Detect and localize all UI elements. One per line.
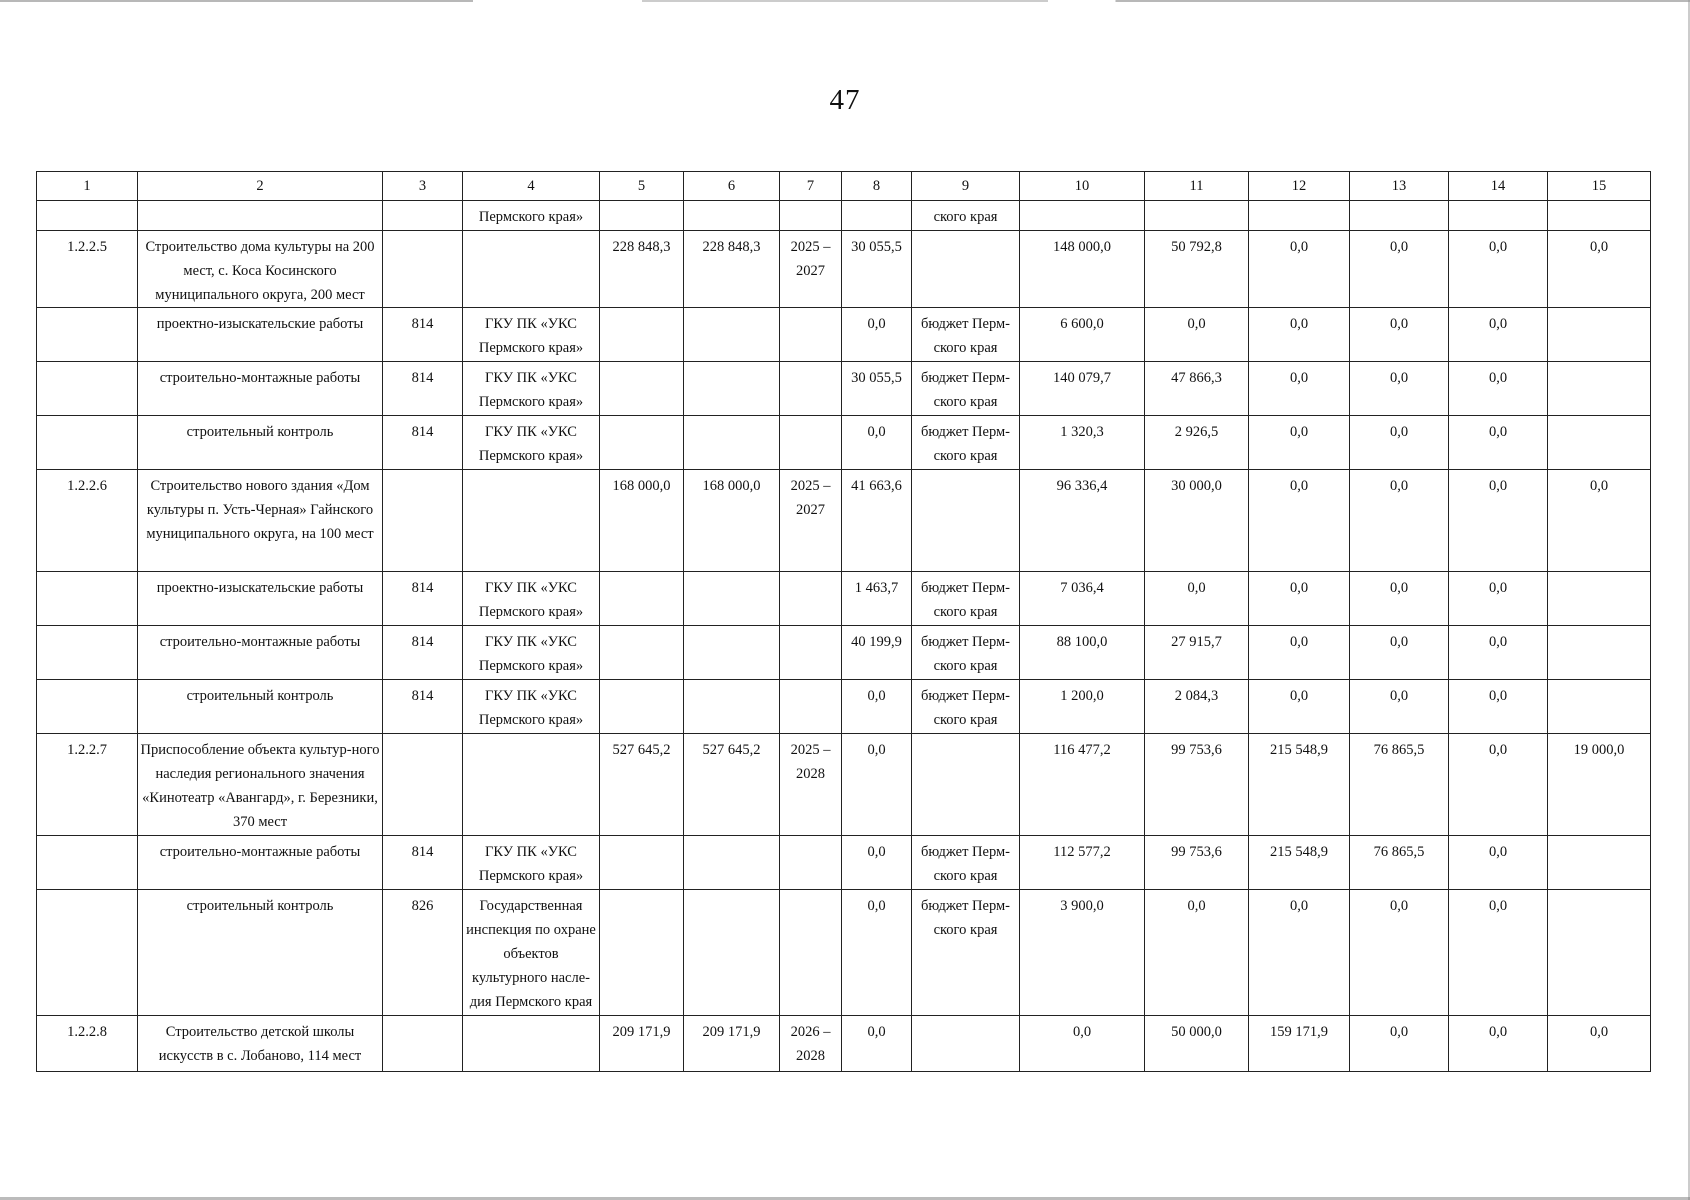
table-cell-col-8: 41 663,6 <box>842 470 912 572</box>
table-cell-col-5: 527 645,2 <box>600 734 684 836</box>
table-cell-col-6 <box>684 680 780 734</box>
table-cell-col-10: 96 336,4 <box>1020 470 1145 572</box>
table-cell-col-6 <box>684 362 780 416</box>
table-cell-col-6 <box>684 416 780 470</box>
table-cell-col-15: 0,0 <box>1548 1016 1651 1072</box>
table-cell-col-6: 228 848,3 <box>684 231 780 308</box>
column-number-10: 10 <box>1020 172 1145 201</box>
table-cell-col-2: строительно-монтажные работы <box>138 362 383 416</box>
table-cell-col-12: 0,0 <box>1249 308 1350 362</box>
table-cell-col-13 <box>1350 201 1449 231</box>
table-cell-col-14 <box>1449 201 1548 231</box>
table-cell-col-1 <box>37 572 138 626</box>
table-cell-col-2: Приспособление объекта культур-ного наследия регионального значения «Кинотеатр «Авангард», г. Березники, 370 мест <box>138 734 383 836</box>
table-cell-col-1: 1.2.2.5 <box>37 231 138 308</box>
table-cell-col-12: 159 171,9 <box>1249 1016 1350 1072</box>
column-number-3: 3 <box>383 172 463 201</box>
table-cell-col-7: 2025 – 2028 <box>780 734 842 836</box>
table-body <box>37 172 1651 1072</box>
table-cell-col-11: 0,0 <box>1145 890 1249 1016</box>
table-cell-col-1 <box>37 362 138 416</box>
table-cell-col-11: 0,0 <box>1145 308 1249 362</box>
table-cell-col-6 <box>684 572 780 626</box>
table-cell-col-15 <box>1548 201 1651 231</box>
table-cell-col-11: 2 926,5 <box>1145 416 1249 470</box>
table-cell-col-3: 814 <box>383 362 463 416</box>
table-cell-col-11: 99 753,6 <box>1145 734 1249 836</box>
table-cell-col-5 <box>600 572 684 626</box>
table-cell-col-13: 0,0 <box>1350 626 1449 680</box>
table-cell-col-1 <box>37 626 138 680</box>
table-cell-col-15: 0,0 <box>1548 470 1651 572</box>
table-cell-col-9: бюджет Перм-ского края <box>912 308 1020 362</box>
table-cell-col-9: бюджет Перм-ского края <box>912 362 1020 416</box>
table-cell-col-1 <box>37 201 138 231</box>
table-cell-col-15 <box>1548 836 1651 890</box>
table-cell-col-6: 527 645,2 <box>684 734 780 836</box>
table-cell-col-11: 47 866,3 <box>1145 362 1249 416</box>
table-cell-col-6 <box>684 890 780 1016</box>
table-cell-col-12: 0,0 <box>1249 231 1350 308</box>
table-cell-col-15: 0,0 <box>1548 231 1651 308</box>
table-cell-col-8: 0,0 <box>842 680 912 734</box>
table-cell-col-3: 814 <box>383 416 463 470</box>
table-cell-col-14: 0,0 <box>1449 626 1548 680</box>
table-cell-col-8: 0,0 <box>842 416 912 470</box>
table-cell-col-10: 7 036,4 <box>1020 572 1145 626</box>
table-cell-col-4: Пермского края» <box>463 201 600 231</box>
table-cell-col-5 <box>600 626 684 680</box>
table-row <box>37 1016 1651 1072</box>
table-cell-col-13: 76 865,5 <box>1350 836 1449 890</box>
table-cell-col-5 <box>600 836 684 890</box>
table-cell-col-13: 0,0 <box>1350 416 1449 470</box>
table-cell-col-8: 0,0 <box>842 836 912 890</box>
table-cell-col-14: 0,0 <box>1449 734 1548 836</box>
table-cell-col-12: 215 548,9 <box>1249 836 1350 890</box>
table-cell-col-7: 2025 – 2027 <box>780 231 842 308</box>
table-cell-col-14: 0,0 <box>1449 470 1548 572</box>
table-cell-col-12: 0,0 <box>1249 416 1350 470</box>
table-cell-col-14: 0,0 <box>1449 680 1548 734</box>
table-cell-col-10: 0,0 <box>1020 1016 1145 1072</box>
table-cell-col-11: 2 084,3 <box>1145 680 1249 734</box>
table-cell-col-5 <box>600 416 684 470</box>
table-cell-col-9 <box>912 231 1020 308</box>
table-cell-col-1: 1.2.2.7 <box>37 734 138 836</box>
table-cell-col-5 <box>600 680 684 734</box>
table-row <box>37 416 1651 470</box>
table-cell-col-15 <box>1548 890 1651 1016</box>
table-cell-col-8: 30 055,5 <box>842 362 912 416</box>
table-cell-col-12: 0,0 <box>1249 680 1350 734</box>
table-cell-col-14: 0,0 <box>1449 572 1548 626</box>
table-row <box>37 308 1651 362</box>
table-cell-col-2 <box>138 201 383 231</box>
table-cell-col-10: 112 577,2 <box>1020 836 1145 890</box>
table-cell-col-3: 814 <box>383 626 463 680</box>
table-cell-col-11: 27 915,7 <box>1145 626 1249 680</box>
table-row <box>37 201 1651 231</box>
table-cell-col-1 <box>37 836 138 890</box>
table-cell-col-9: бюджет Перм-ского края <box>912 572 1020 626</box>
table-cell-col-14: 0,0 <box>1449 1016 1548 1072</box>
table-cell-col-6 <box>684 201 780 231</box>
table-cell-col-3: 814 <box>383 308 463 362</box>
table-cell-col-7 <box>780 626 842 680</box>
table-cell-col-3 <box>383 734 463 836</box>
table-cell-col-9: бюджет Перм-ского края <box>912 626 1020 680</box>
table-row <box>37 890 1651 1016</box>
table-cell-col-4 <box>463 1016 600 1072</box>
table-cell-col-14: 0,0 <box>1449 890 1548 1016</box>
table-cell-col-3 <box>383 231 463 308</box>
table-cell-col-14: 0,0 <box>1449 231 1548 308</box>
table-cell-col-8: 0,0 <box>842 1016 912 1072</box>
table-cell-col-1: 1.2.2.8 <box>37 1016 138 1072</box>
table-cell-col-7: 2026 – 2028 <box>780 1016 842 1072</box>
table-cell-col-7 <box>780 308 842 362</box>
table-cell-col-11: 50 792,8 <box>1145 231 1249 308</box>
table-cell-col-10: 116 477,2 <box>1020 734 1145 836</box>
table-cell-col-5 <box>600 201 684 231</box>
table-cell-col-4 <box>463 231 600 308</box>
table-cell-col-15 <box>1548 308 1651 362</box>
table-row <box>37 836 1651 890</box>
table-cell-col-12 <box>1249 201 1350 231</box>
table-cell-col-15 <box>1548 416 1651 470</box>
table-cell-col-13: 0,0 <box>1350 572 1449 626</box>
table-cell-col-14: 0,0 <box>1449 362 1548 416</box>
table-row <box>37 734 1651 836</box>
table-cell-col-11: 0,0 <box>1145 572 1249 626</box>
table-cell-col-8: 0,0 <box>842 734 912 836</box>
table-cell-col-5: 209 171,9 <box>600 1016 684 1072</box>
table-cell-col-9 <box>912 470 1020 572</box>
table-cell-col-4 <box>463 734 600 836</box>
column-number-8: 8 <box>842 172 912 201</box>
table-cell-col-5 <box>600 308 684 362</box>
table-cell-col-8: 0,0 <box>842 890 912 1016</box>
table-cell-col-3: 814 <box>383 680 463 734</box>
table-cell-col-6 <box>684 308 780 362</box>
table-cell-col-6 <box>684 836 780 890</box>
scan-edge-top <box>0 0 1690 2</box>
table-cell-col-2: Строительство нового здания «Дом культуры п. Усть-Черная» Гайнского муниципального округа, на 100 мест <box>138 470 383 572</box>
table-cell-col-13: 0,0 <box>1350 231 1449 308</box>
table-cell-col-10: 3 900,0 <box>1020 890 1145 1016</box>
table-cell-col-9 <box>912 1016 1020 1072</box>
table-cell-col-9: бюджет Перм-ского края <box>912 680 1020 734</box>
table-cell-col-8 <box>842 201 912 231</box>
table-cell-col-11: 30 000,0 <box>1145 470 1249 572</box>
table-cell-col-1 <box>37 308 138 362</box>
table-cell-col-3 <box>383 470 463 572</box>
table-cell-col-11: 50 000,0 <box>1145 1016 1249 1072</box>
column-number-row <box>37 172 1651 201</box>
table-cell-col-5: 168 000,0 <box>600 470 684 572</box>
column-number-4: 4 <box>463 172 600 201</box>
table-cell-col-13: 0,0 <box>1350 470 1449 572</box>
table-cell-col-4: Государственная инспекция по охране объектов культурного насле-дия Пермского края <box>463 890 600 1016</box>
table-cell-col-1: 1.2.2.6 <box>37 470 138 572</box>
table-row <box>37 362 1651 416</box>
table-cell-col-12: 0,0 <box>1249 572 1350 626</box>
table-cell-col-2: Строительство детской школы искусств в с. Лобаново, 114 мест <box>138 1016 383 1072</box>
table-cell-col-2: проектно-изыскательские работы <box>138 572 383 626</box>
table-cell-col-9: бюджет Перм-ского края <box>912 416 1020 470</box>
table-cell-col-13: 0,0 <box>1350 362 1449 416</box>
column-number-9: 9 <box>912 172 1020 201</box>
table-cell-col-1 <box>37 416 138 470</box>
table-cell-col-7 <box>780 680 842 734</box>
table-cell-col-5 <box>600 362 684 416</box>
table-cell-col-10: 1 320,3 <box>1020 416 1145 470</box>
table-cell-col-12: 0,0 <box>1249 362 1350 416</box>
table-row <box>37 572 1651 626</box>
table-cell-col-11 <box>1145 201 1249 231</box>
table-cell-col-14: 0,0 <box>1449 308 1548 362</box>
table-cell-col-13: 76 865,5 <box>1350 734 1449 836</box>
column-number-5: 5 <box>600 172 684 201</box>
table-cell-col-1 <box>37 680 138 734</box>
table-cell-col-13: 0,0 <box>1350 1016 1449 1072</box>
table-cell-col-3 <box>383 1016 463 1072</box>
table-cell-col-10: 1 200,0 <box>1020 680 1145 734</box>
table-cell-col-15 <box>1548 572 1651 626</box>
table-cell-col-4: ГКУ ПК «УКС Пермского края» <box>463 626 600 680</box>
table-cell-col-2: строительно-монтажные работы <box>138 626 383 680</box>
table-cell-col-14: 0,0 <box>1449 836 1548 890</box>
table-cell-col-7 <box>780 836 842 890</box>
table-cell-col-2: строительный контроль <box>138 680 383 734</box>
table-cell-col-7 <box>780 572 842 626</box>
table-cell-col-13: 0,0 <box>1350 680 1449 734</box>
table-row <box>37 680 1651 734</box>
table-cell-col-4: ГКУ ПК «УКС Пермского края» <box>463 572 600 626</box>
table-cell-col-10: 6 600,0 <box>1020 308 1145 362</box>
column-number-15: 15 <box>1548 172 1651 201</box>
table-cell-col-10: 140 079,7 <box>1020 362 1145 416</box>
table-cell-col-9: бюджет Перм-ского края <box>912 836 1020 890</box>
table-cell-col-7 <box>780 416 842 470</box>
table-cell-col-9: ского края <box>912 201 1020 231</box>
table-cell-col-8: 30 055,5 <box>842 231 912 308</box>
table-cell-col-12: 215 548,9 <box>1249 734 1350 836</box>
table-cell-col-2: строительный контроль <box>138 416 383 470</box>
table-cell-col-5 <box>600 890 684 1016</box>
column-number-6: 6 <box>684 172 780 201</box>
table-cell-col-5: 228 848,3 <box>600 231 684 308</box>
table-cell-col-6 <box>684 626 780 680</box>
table-cell-col-9: бюджет Перм-ского края <box>912 890 1020 1016</box>
table-cell-col-3: 814 <box>383 572 463 626</box>
column-number-14: 14 <box>1449 172 1548 201</box>
table-row <box>37 470 1651 572</box>
table-cell-col-8: 0,0 <box>842 308 912 362</box>
column-number-2: 2 <box>138 172 383 201</box>
table-row <box>37 626 1651 680</box>
table-cell-col-4: ГКУ ПК «УКС Пермского края» <box>463 416 600 470</box>
table-cell-col-4: ГКУ ПК «УКС Пермского края» <box>463 362 600 416</box>
table-cell-col-2: проектно-изыскательские работы <box>138 308 383 362</box>
column-number-1: 1 <box>37 172 138 201</box>
table-cell-col-2: строительно-монтажные работы <box>138 836 383 890</box>
table-cell-col-9 <box>912 734 1020 836</box>
column-number-12: 12 <box>1249 172 1350 201</box>
table-cell-col-15 <box>1548 626 1651 680</box>
table-cell-col-8: 1 463,7 <box>842 572 912 626</box>
table-cell-col-3: 814 <box>383 836 463 890</box>
table-cell-col-12: 0,0 <box>1249 626 1350 680</box>
table-cell-col-7 <box>780 362 842 416</box>
table-cell-col-7: 2025 – 2027 <box>780 470 842 572</box>
column-number-7: 7 <box>780 172 842 201</box>
page-number: 47 <box>829 84 861 116</box>
table-cell-col-11: 99 753,6 <box>1145 836 1249 890</box>
table-cell-col-4 <box>463 470 600 572</box>
table-cell-col-15 <box>1548 362 1651 416</box>
table-cell-col-4: ГКУ ПК «УКС Пермского края» <box>463 836 600 890</box>
table-cell-col-7 <box>780 201 842 231</box>
table-cell-col-13: 0,0 <box>1350 308 1449 362</box>
table-cell-col-10: 88 100,0 <box>1020 626 1145 680</box>
column-number-11: 11 <box>1145 172 1249 201</box>
table-cell-col-12: 0,0 <box>1249 890 1350 1016</box>
table-cell-col-2: строительный контроль <box>138 890 383 1016</box>
table-cell-col-4: ГКУ ПК «УКС Пермского края» <box>463 680 600 734</box>
table-cell-col-7 <box>780 890 842 1016</box>
table-cell-col-3: 826 <box>383 890 463 1016</box>
table-cell-col-12: 0,0 <box>1249 470 1350 572</box>
table-cell-col-10: 148 000,0 <box>1020 231 1145 308</box>
table-row <box>37 231 1651 308</box>
table-cell-col-13: 0,0 <box>1350 890 1449 1016</box>
table-cell-col-1 <box>37 890 138 1016</box>
table-cell-col-15 <box>1548 680 1651 734</box>
table-cell-col-2: Строительство дома культуры на 200 мест, с. Коса Косинского муниципального округа, 200 мест <box>138 231 383 308</box>
table-cell-col-4: ГКУ ПК «УКС Пермского края» <box>463 308 600 362</box>
column-number-13: 13 <box>1350 172 1449 201</box>
table-cell-col-6: 209 171,9 <box>684 1016 780 1072</box>
table-cell-col-8: 40 199,9 <box>842 626 912 680</box>
table-cell-col-6: 168 000,0 <box>684 470 780 572</box>
budget-table <box>36 171 1651 1072</box>
table-cell-col-15: 19 000,0 <box>1548 734 1651 836</box>
table-cell-col-3 <box>383 201 463 231</box>
table-cell-col-10 <box>1020 201 1145 231</box>
table-cell-col-14: 0,0 <box>1449 416 1548 470</box>
